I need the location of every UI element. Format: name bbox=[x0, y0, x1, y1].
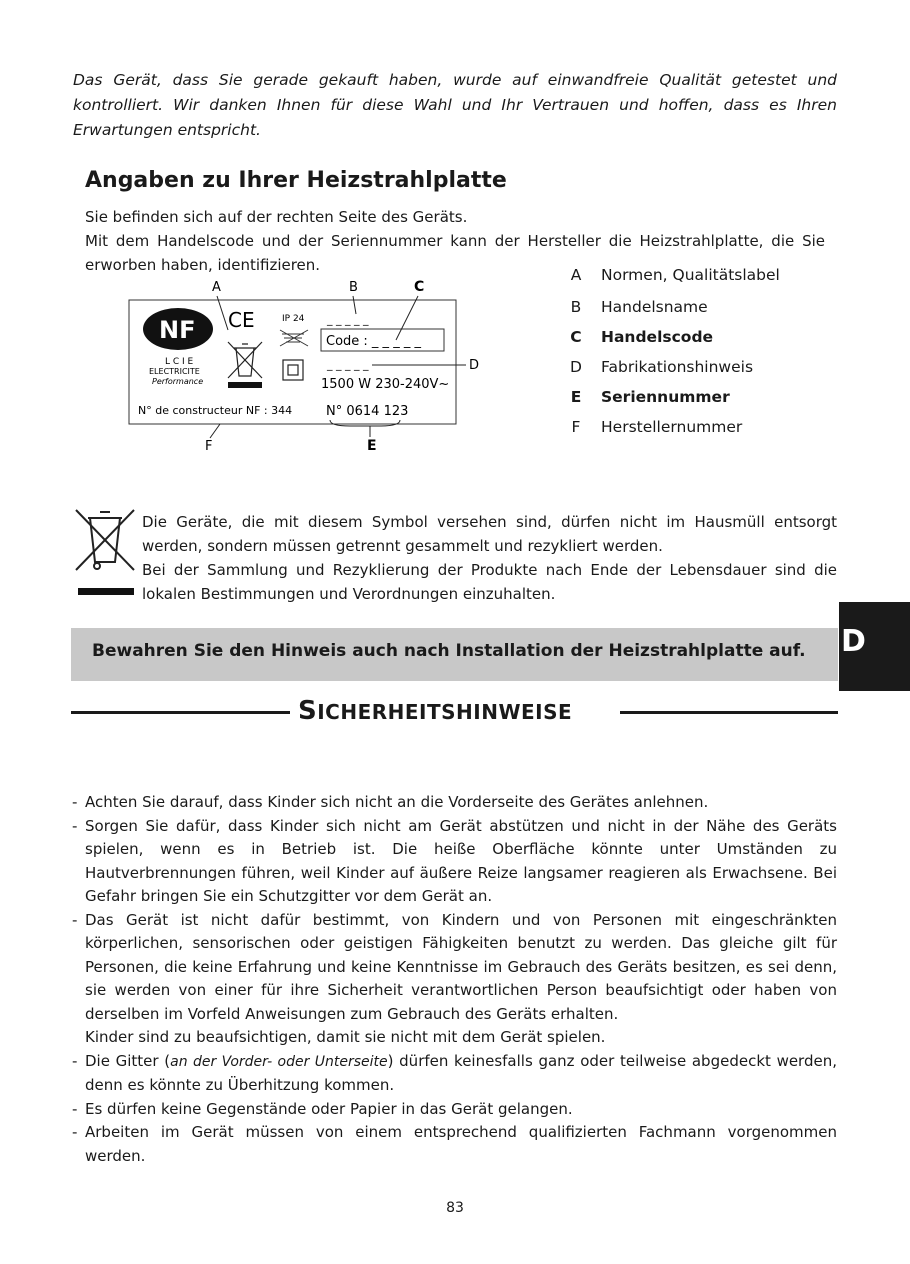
trade-name-placeholder: _ _ _ _ _ bbox=[327, 313, 369, 326]
page-number: 83 bbox=[446, 1200, 464, 1216]
legend-text: Fabrikationshinweis bbox=[601, 358, 754, 376]
serial-number: N° 0614 123 bbox=[326, 404, 409, 419]
legend-item bbox=[561, 388, 730, 406]
section-para-2: Mit dem Handelscode und der Seriennummer kann der Hersteller die Heizstrahlplatte, die Sie erworben haben, identifizieren. bbox=[85, 232, 825, 274]
heading-rule-right bbox=[620, 711, 838, 714]
legend-text: Herstellernummer bbox=[601, 418, 743, 436]
legend-letter: F bbox=[571, 418, 581, 436]
legend-letter: E bbox=[570, 388, 582, 406]
language-tab-label: D bbox=[841, 624, 866, 659]
keep-notice-text: Bewahren Sie den Hinweis auch nach Installation der Heizstrahlplatte auf. bbox=[92, 641, 806, 661]
legend-item bbox=[561, 418, 742, 436]
legend-text: Handelsname bbox=[601, 298, 708, 316]
legend-letter: D bbox=[570, 358, 582, 376]
lcie-text: L C I E bbox=[165, 357, 194, 367]
children-note: Kinder sind zu beaufsichtigen, damit sie nicht mit dem Gerät spielen. bbox=[85, 1028, 606, 1046]
legend-item bbox=[561, 328, 713, 346]
keep-notice-banner bbox=[71, 628, 838, 681]
section-title: Angaben zu Ihrer Heizstrahlplatte bbox=[85, 168, 507, 193]
callout-a: A bbox=[212, 280, 221, 295]
list-item: - Achten Sie darauf, dass Kinder sich nicht an die Vorderseite des Gerätes anlehnen. bbox=[72, 793, 709, 811]
callout-c: C bbox=[414, 279, 425, 295]
weee-bar-small bbox=[228, 382, 262, 388]
legend-text: Normen, Qualitätslabel bbox=[601, 266, 780, 284]
legend-item bbox=[561, 266, 780, 284]
legend-text: Handelscode bbox=[601, 328, 714, 346]
list-item: - Es dürfen keine Gegenstände oder Papier in das Gerät gelangen. bbox=[72, 1099, 573, 1118]
callout-b: B bbox=[349, 280, 358, 295]
weee-para-2: Bei der Sammlung und Rezyklierung der Produkte nach Ende der Lebensdauer sind die lokalen Bestimmungen und Verordnungen einzuhalten. bbox=[142, 561, 837, 603]
constructor-number: N° de constructeur NF : 344 bbox=[138, 404, 293, 417]
legend-letter: A bbox=[570, 266, 582, 284]
callout-f: F bbox=[205, 439, 213, 454]
legend-letter: C bbox=[570, 328, 582, 346]
weee-para-1: Die Geräte, die mit diesem Symbol versehen sind, dürfen nicht im Hausmüll entsorgt werden, sondern müssen getrennt gesammelt und rezykliert werden. bbox=[142, 513, 837, 555]
callout-d: D bbox=[469, 358, 480, 373]
safety-list bbox=[70, 791, 837, 1168]
weee-text bbox=[142, 510, 837, 606]
legend-text: Seriennummer bbox=[601, 388, 730, 406]
ce-mark: CE bbox=[228, 308, 255, 332]
callout-e: E bbox=[367, 438, 377, 454]
list-item: - Das Gerät ist nicht dafür bestimmt, von Kindern und von Personen mit eingeschränkten körperlichen, sensorischen oder geistigen Fähigkeiten benutzt zu werden. Das gleiche gilt für Personen, die keine Erfahrung und keine Kenntnisse im Gebrauch des Geräts besitzen, es sei denn, sie werden von einer für ihre Sicherheit verantwortlichen Person beaufsichtigt oder haben von derselben im Vorfeld Anweisungen zum Gebrauch des Geräts erhalten. Kinder sind zu beaufsichtigen, damit sie nicht mit dem Gerät spielen. bbox=[70, 909, 837, 1050]
code-field: Code : _ _ _ _ _ bbox=[326, 334, 421, 349]
nf-logo-text: NF bbox=[159, 316, 196, 344]
intro-text: Das Gerät, dass Sie gerade gekauft haben, wurde auf einwandfreie Qualität getestet und kontrolliert. Wir danken Ihnen für diese Wahl und Ihr Vertrauen und hoffen, dass es Ihren Erwartungen entspricht. bbox=[73, 71, 837, 139]
weee-bin-icon bbox=[70, 506, 140, 600]
electricite-text: ELECTRICITE bbox=[149, 367, 200, 376]
ip-rating: IP 24 bbox=[282, 314, 305, 324]
legend-item bbox=[561, 358, 753, 376]
heading-rule-left bbox=[71, 711, 290, 714]
performance-text: Performance bbox=[152, 377, 204, 386]
legend-letter: B bbox=[570, 298, 582, 316]
power-rating: 1500 W 230-240V~ bbox=[321, 377, 450, 392]
safety-title: SICHERHEITSHINWEISE bbox=[298, 696, 573, 726]
manufacturing-placeholder: _ _ _ _ _ bbox=[327, 358, 369, 371]
legend-item bbox=[561, 298, 708, 316]
list-item: - Arbeiten im Gerät müssen von einem entsprechend qualifizierten Fachmann vorgenommen werden. bbox=[72, 1123, 837, 1165]
section-para-1: Sie befinden sich auf der rechten Seite des Geräts. bbox=[85, 208, 468, 226]
rating-label-diagram bbox=[120, 272, 490, 457]
list-item: - Sorgen Sie dafür, dass Kinder sich nicht am Gerät abstützen und nicht in der Nähe des Geräts spielen, wenn es in Betrieb ist. Die heiße Oberfläche könnte unter Umständen zu Hautverbrennungen führen, weil Kinder auf äußere Reize langsamer reagieren als Erwachsene. Bei Gefahr bringen Sie ein Schutzgitter vor dem Gerät an. bbox=[72, 816, 837, 905]
list-item: - Die Gitter (an der Vorder- oder Unterseite) dürfen keinesfalls ganz oder teilweise abgedeckt werden, denn es könnte zu Überhitzung kommen. bbox=[72, 1051, 837, 1094]
language-tab-d bbox=[839, 602, 910, 691]
